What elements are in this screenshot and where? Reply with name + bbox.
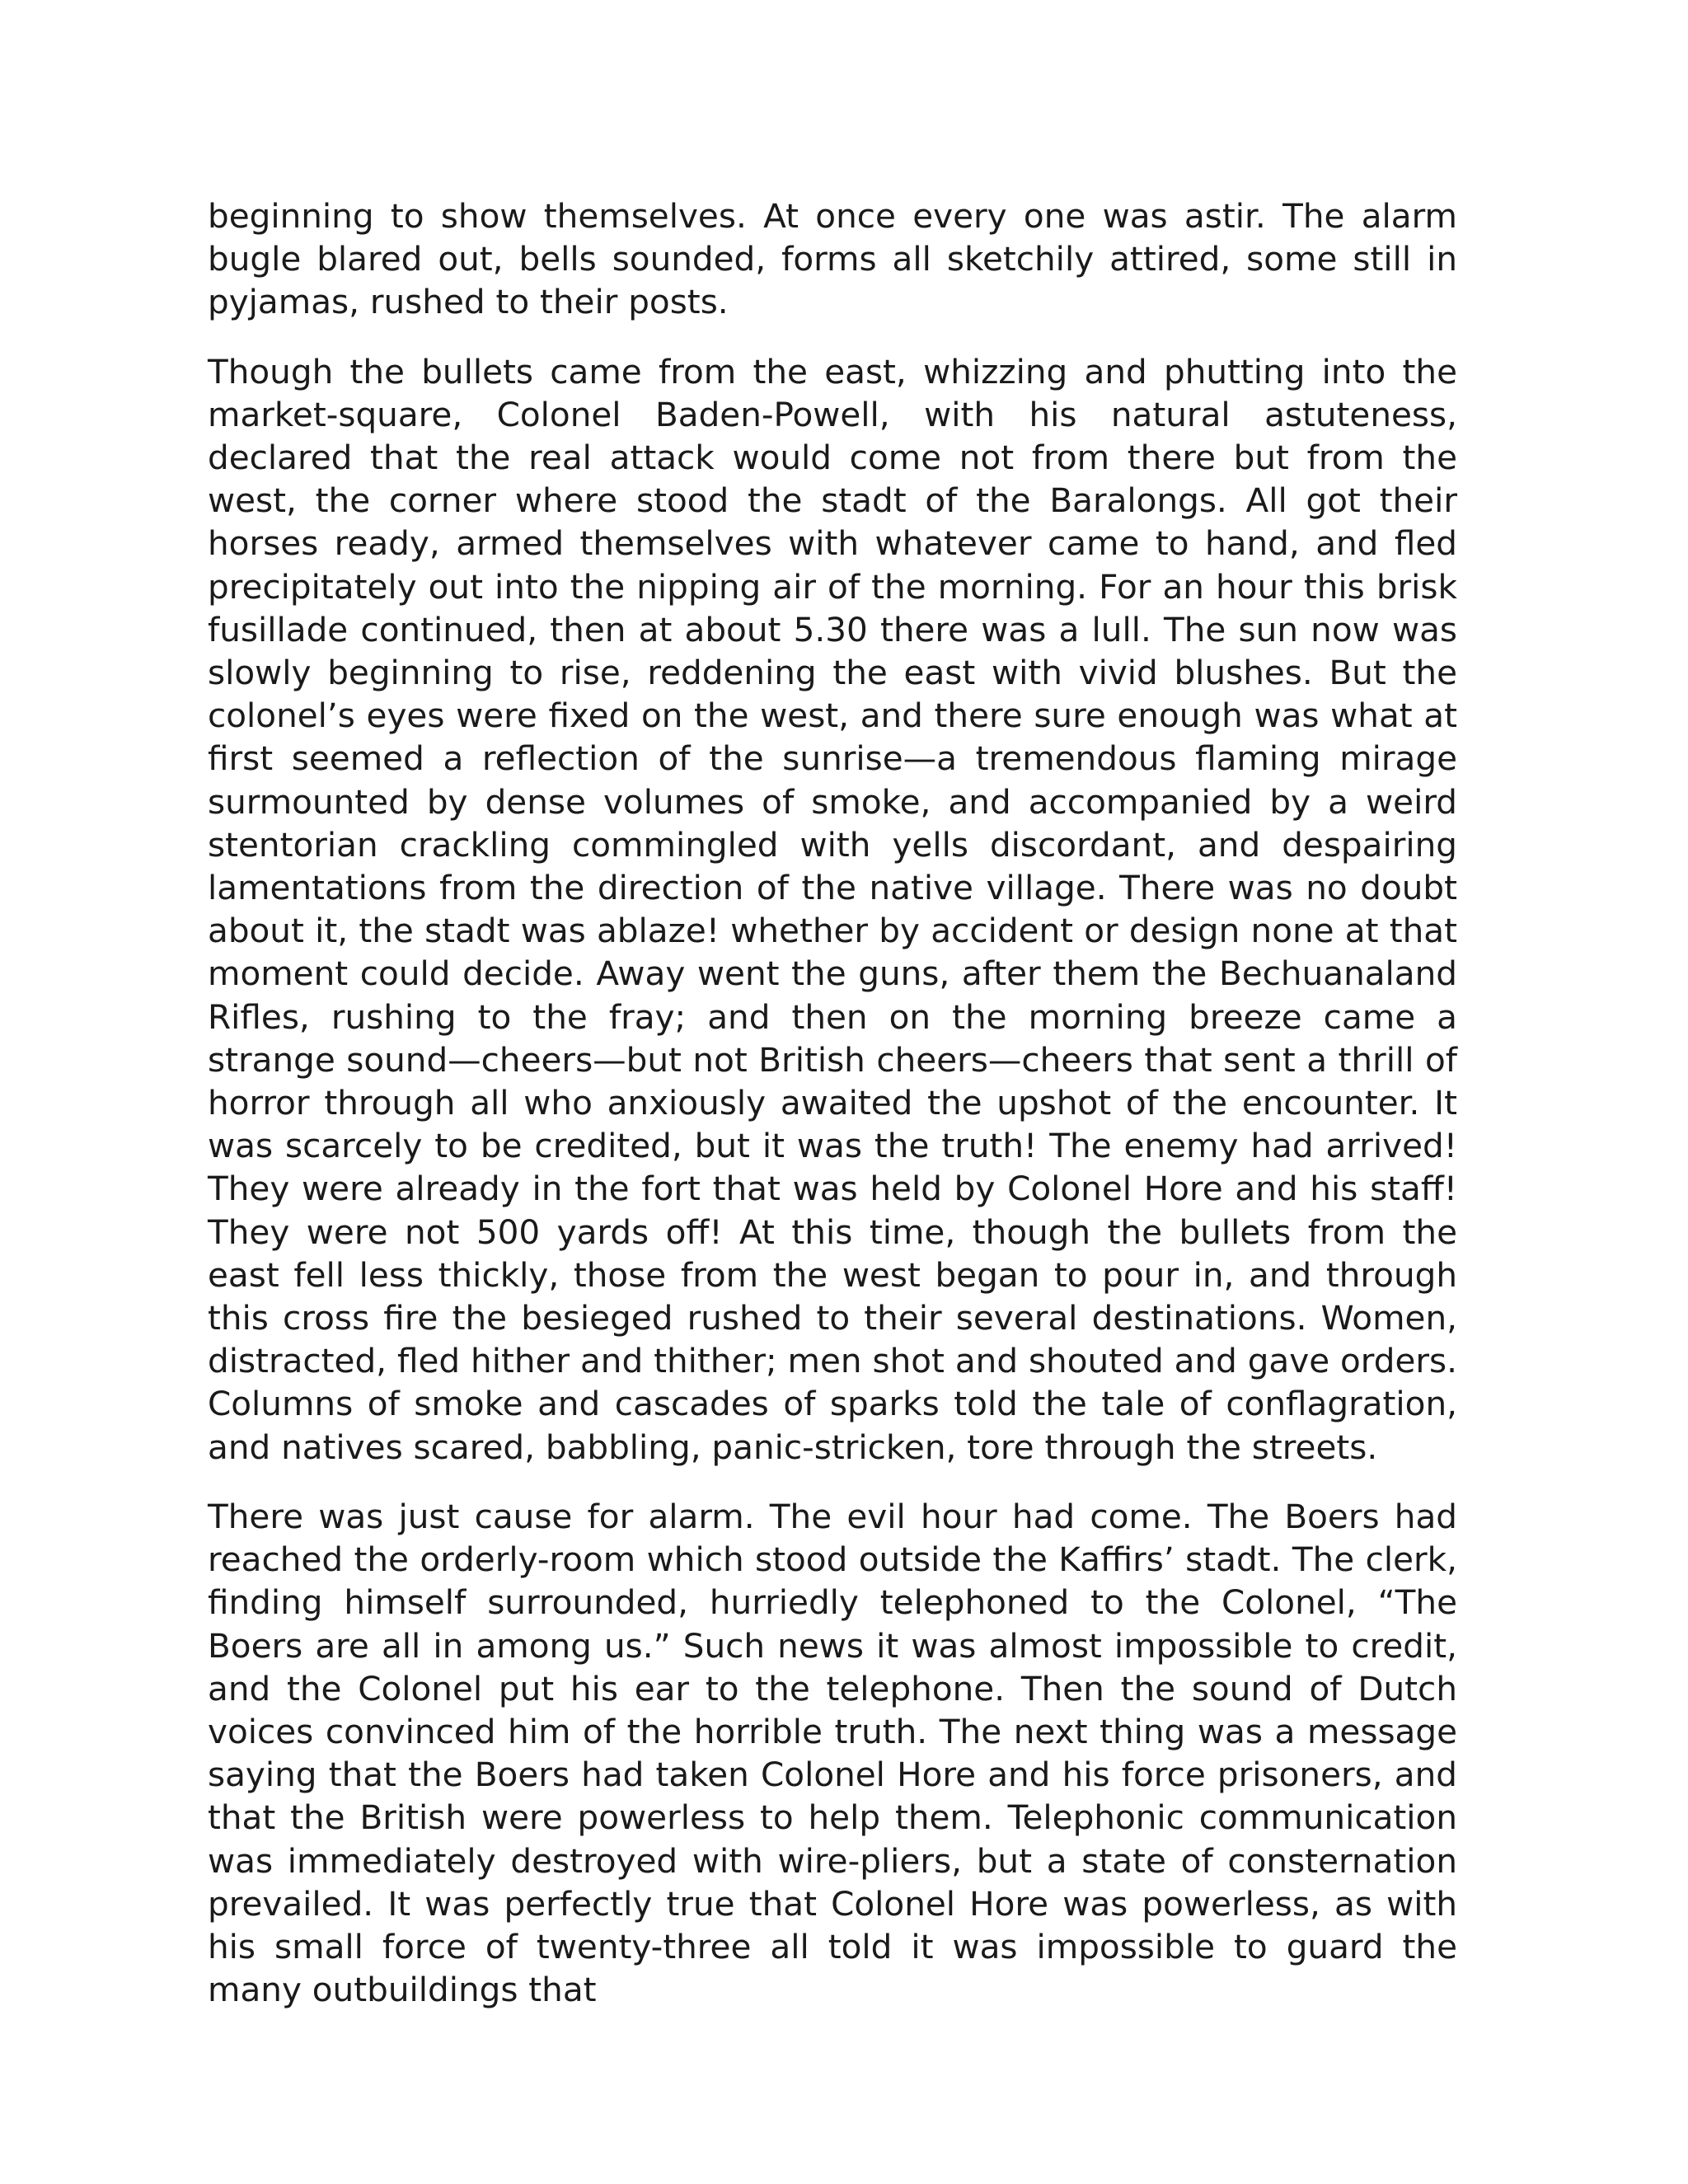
body-text — [208, 194, 1457, 2011]
paragraph-2: Though the bullets came from the east, whizzing and phutting into the market-square, Colonel Baden-Powell, with his natural astuteness, declared that the real attack would come not from there but from the west, the corner where stood the stadt of the Baralongs. All got their horses ready, armed themselves with whatever came to hand, and fled precipitately out into the nipping air of the morning. For an hour this brisk fusillade continued, then at about 5.30 there was a lull. The sun now was slowly beginning to rise, reddening the east with vivid blushes. But the colonel’s eyes were fixed on the west, and there sure enough was what at first seemed a reflection of the sunrise—a tremendous flaming mirage surmounted by dense volumes of smoke, and accompanied by a weird stentorian crackling commingled with yells discordant, and despairing lamentations from the direction of the native village. There was no doubt about it, the stadt was ablaze! whether by accident or design none at that moment could decide. Away went the guns, after them the Bechuanaland Rifles, rushing to the fray; and then on the morning breeze came a strange sound—cheers—but not British cheers—cheers that sent a thrill of horror through all who anxiously awaited the upshot of the encounter. It was scarcely to be credited, but it was the truth! The enemy had arrived! They were already in the fort that was held by Colonel Hore and his staff! They were not 500 yards off! At this time, though the bullets from the east fell less thickly, those from the west began to pour in, and through this cross fire the besieged rushed to their several destinations. Women, distracted, fled hither and thither; men shot and shouted and gave orders. Columns of smoke and cascades of sparks told the tale of conflagration, and natives scared, babbling, panic-stricken, tore through the streets. — [208, 351, 1457, 1467]
paragraph-1: beginning to show themselves. At once every one was astir. The alarm bugle blared out, bells sounded, forms all sketchily attired, some still in pyjamas, rushed to their posts. — [208, 196, 1457, 322]
paragraph-3: There was just cause for alarm. The evil hour had come. The Boers had reached the orderly-room which stood outside the Kaffirs’ stadt. The clerk, finding himself surrounded, hurriedly telephoned to the Colonel, “The Boers are all in among us.” Such news it was almost impossible to credit, and the Colonel put his ear to the telephone. Then the sound of Dutch voices convinced him of the horrible truth. The next thing was a message saying that the Boers had taken Colonel Hore and his force prisoners, and that the British were powerless to help them. Telephonic communication was immediately destroyed with wire-pliers, but a state of consternation prevailed. It was perfectly true that Colonel Hore was powerless, as with his small force of twenty-three all told it was impossible to guard the many outbuildings that — [208, 1496, 1457, 2010]
